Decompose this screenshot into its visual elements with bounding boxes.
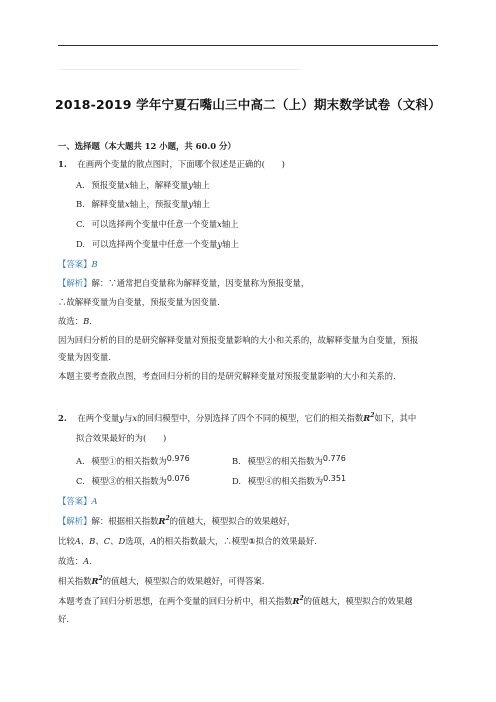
q2-explain-line-3: 好.: [58, 614, 70, 624]
q2-option-c: C. 模型③的相关指数为0.076: [76, 474, 190, 486]
q2-analysis-line-3: 故选：A.: [58, 556, 92, 566]
q1-option-b: B. 解释变量x轴上，预报变量y轴上: [76, 199, 210, 209]
q2-stem-line-2: 拟合效果最好的为( ): [76, 433, 167, 443]
r-squared-symbol: $R^2$: [91, 575, 103, 586]
r-squared-symbol: $R^2$: [158, 515, 170, 526]
q2-number: 2.: [58, 413, 67, 423]
q1-answer-value: B: [91, 259, 98, 269]
analysis-tag: 【解析】: [58, 278, 92, 288]
q1-analysis-line-3: 故选：B.: [58, 316, 92, 326]
q1-option-c: C. 可以选择两个变量中任意一个变量x轴上: [76, 219, 239, 229]
q1-analysis-line-1: 【解析】解：∵通常把自变量称为解释变量，因变量称为预报变量，: [58, 278, 310, 288]
analysis-tag: 【解析】: [58, 516, 92, 526]
page-title: 2018-2019 学年宁夏石嘴山三中高二（上）期末数学试卷（文科）: [55, 97, 441, 112]
q2-answer: [58, 495, 98, 507]
answer-tag: 【答案】: [58, 259, 92, 269]
r-squared-symbol: $R^2$: [363, 412, 375, 423]
q1-option-a: A. 预报变量x轴上，解释变量y轴上: [76, 180, 210, 190]
r-squared-symbol: $R^2$: [292, 595, 304, 606]
q2-stem-line-1: 2. 在两个变量y与x的回归模型中，分别选择了四个不同的模型，它们的相关指数$R^2$如下，其中: [58, 412, 417, 423]
answer-tag: 【答案】: [58, 496, 92, 506]
section-heading: 一、选择题（本大题共 12 小题，共 60.0 分）: [58, 141, 236, 151]
q1-answer: [58, 258, 98, 270]
q2-option-a: A. 模型①的相关指数为0.976: [76, 454, 190, 466]
q1-number: 1.: [58, 159, 67, 169]
q2-answer-value: A: [91, 496, 98, 506]
q2-analysis-line-2: 比较A、B、C、D选项，A的相关指数最大，∴模型①拟合的效果最好.: [58, 536, 317, 546]
q1-stem: [58, 158, 285, 170]
corner-mark: · · ·: [58, 690, 66, 696]
q2-analysis-line-1: 【解析】解：根据相关指数$R^2$的值越大，模型拟合的效果越好，: [58, 515, 296, 526]
q1-analysis-line-2: ∴故解释变量为自变量，预报变量为因变量.: [58, 297, 220, 307]
q1-explain-line-2: 变量为因变量.: [58, 352, 111, 362]
q1-explain-line-3: 本题主要考查散点图，考查回归分析的目的是研究解释变量对预报变量影响的大小和关系的.: [58, 371, 396, 381]
faint-rule: [60, 69, 300, 70]
q1-option-d: D. 可以选择两个变量中任意一个变量y轴上: [76, 239, 239, 249]
q1-stem-text: 在画两个变量的散点图时，下面哪个叙述是正确的( ): [77, 159, 285, 169]
q2-option-b: B. 模型②的相关指数为0.776: [232, 454, 346, 466]
q2-explain-line-2: 本题考查了回归分析思想，在两个变量的回归分析中，相关指数$R^2$的值越大，模型拟合的效果越: [58, 595, 413, 606]
q2-explain-line-1: 相关指数$R^2$的值越大，模型拟合的效果越好，可得答案.: [58, 575, 265, 586]
q1-explain-line-1: 因为回归分析的目的是研究解释变量对预报变量影响的大小和关系的，故解释变量为自变量，预报: [58, 335, 419, 345]
header-rule: [58, 45, 438, 46]
q2-option-d: D. 模型④的相关指数为0.351: [232, 474, 347, 486]
